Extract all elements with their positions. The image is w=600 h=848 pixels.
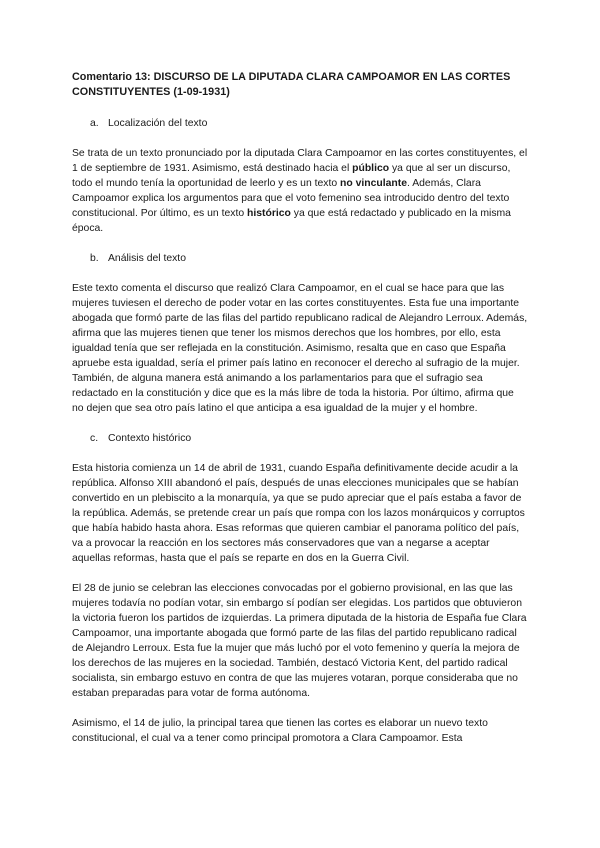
section-heading-analisis (72, 251, 528, 266)
section-heading-localizacion (72, 116, 528, 131)
section-heading-contexto (72, 431, 528, 446)
paragraph-contexto-1: Esta historia comienza un 14 de abril de 1931, cuando España definitivamente decide acudir a la república. Alfonso XIII abandonó el país, después de unas elecciones municipales que se habían convertido en un plebiscito a la monarquía, ya que se pudo apreciar que el país estaba a favor de la república. Además, se pretende crear un país que rompa con los lazos monárquicos y corruptos que había habido hasta ahora. Esas reformas que quieren cambiar el panorama político del país, va a provocar la reacción en los sectores más conservadores que van a negarse a aceptar aquellas reformas, hasta que el país se reparte en dos en la Guerra Civil. (72, 463, 525, 564)
list-marker: a. (90, 118, 99, 129)
bold-term: no vinculante (340, 178, 408, 189)
section-heading-text: Contexto histórico (108, 433, 192, 444)
paragraph-analisis: Este texto comenta el discurso que realizó Clara Campoamor, en el cual se hace para que las mujeres tuviesen el derecho de poder votar en las cortes constituyentes. Esta fue una importante abogada que formó parte de las filas del partido republicano radical de Alejandro Lerroux. Además, afirma que las mujeres tienen que tener los mismos derechos que los hombres, por ello, esta igualdad tenía que ser reflejada en la constitución. Asimismo, resalta que en caso que España apruebe esta igualdad, sería el primer país latino en reconocer el derecho al sufragio de la mujer. También, de alguna manera está animando a los parlamentarios para que el sufragio sea redactado en la constitución y dice que es la más libre de toda la historia. Por último, afirma que no dejen que sea otro país latino el que anticipa a esa igualdad de la mujer y el hombre. (72, 283, 528, 414)
bold-term: público (352, 163, 390, 174)
list-marker: b. (90, 253, 99, 264)
paragraph-localizacion (72, 146, 528, 236)
section-heading-text: Localización del texto (108, 118, 208, 129)
section-heading-text: Análisis del texto (108, 253, 186, 264)
text-run: ya que al ser un discurso, todo el mundo tenía la oportunidad de leerlo y es un texto (72, 163, 511, 189)
bold-term: histórico (247, 208, 291, 219)
paragraph-contexto-2: El 28 de junio se celebran las elecciones convocadas por el gobierno provisional, en las que las mujeres todavía no podían votar, sin embargo sí podían ser elegidas. Los partidos que obtuvieron la victoria fueron los partidos de izquierdas. La primera diputada de la historia de España fue Clara Campoamor, una importante abogada que formó parte de las filas del partido republicano radical de Alejandro Lerroux. Esta fue la mujer que más luchó por el voto femenino y quería la mejora de los derechos de las mujeres en la sociedad. También, destacó Victoria Kent, del partido radical socialista, sin embargo estuvo en contra de que las mujeres votaran, porque consideraba que no estaban preparadas para votar de forma autónoma. (72, 583, 527, 699)
text-run: Se trata de un texto pronunciado por la diputada Clara Campoamor en las cortes constituyentes, el 1 de septiembre de 1931. Asimismo, está destinado hacia el (72, 148, 528, 174)
text-run: . Además, Clara Campoamor explica los argumentos para que el voto femenino sea introducido dentro del texto constitucional. Por último, es un texto (72, 178, 510, 219)
text-run: ya que está redactado y publicado en la misma época. (72, 208, 511, 234)
paragraph-contexto-3: Asimismo, el 14 de julio, la principal tarea que tienen las cortes es elaborar un nuevo texto constitucional, el cual va a tener como principal promotora a Clara Campoamor. Esta (72, 718, 488, 744)
list-marker: c. (90, 433, 99, 444)
document-title: Comentario 13: DISCURSO DE LA DIPUTADA CLARA CAMPOAMOR EN LAS CORTES CONSTITUYENTES (1-09-1931) (72, 71, 511, 98)
